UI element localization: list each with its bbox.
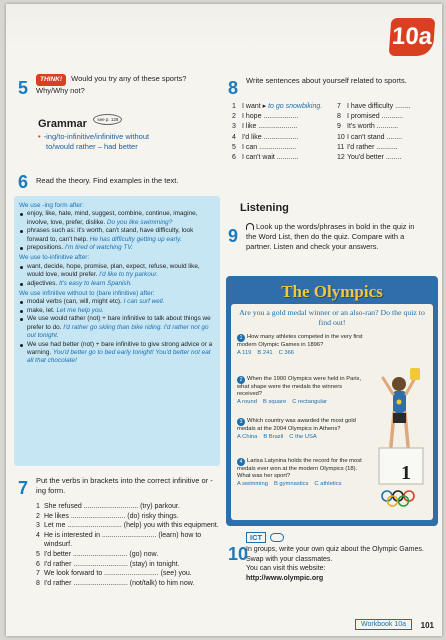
item-text[interactable]: He likes ............................ (do) risky things. [44,512,179,520]
exercise-number-7: 7 [18,478,29,498]
bullet-icon: • [38,132,41,141]
item-text[interactable]: I can ................... [242,143,297,151]
grammar-topic: • -ing/to-infinitive/infinitive without [38,132,150,141]
rule-item-text: phrases such as: it's worth, can't stand, have difficulty, look forward to, can't help. [27,227,194,243]
answer-option[interactable]: A round [237,399,257,405]
quiz-title: The Olympics [281,282,383,301]
exercise-number-8: 8 [228,78,239,98]
rule-item [19,298,215,306]
item-example: to go snowbiking. [268,103,323,110]
item-text[interactable]: I'd like .................. [242,133,299,141]
item-number: 5 [36,550,40,558]
exercise-8-item [337,153,436,163]
athlete-head [392,377,406,391]
answer-option[interactable]: A 119 [237,350,252,356]
quiz-subtitle: Are you a gold medal winner or an also-ran? Do the quiz to find out! [239,308,425,327]
quiz-question [237,334,367,357]
see-page-badge: see p. 128 [93,114,122,125]
exercise-8-item [232,122,331,132]
answer-option[interactable]: C rectangular [292,399,327,405]
grammar-topic-2: to/would rather – had better [46,142,138,151]
question-text: Which country was awarded the most gold medals at the 2004 Olympics in Athens? [237,418,356,432]
answer-option[interactable]: A swimming [237,481,268,487]
item-number: 8 [337,113,341,121]
rule-item-example: Let me help you. [56,306,104,314]
rule-item [19,210,215,227]
item-text[interactable]: Let me ............................ (help) you with this equipment. [44,522,219,530]
exercise-7-text: Put the verbs in brackets into the correct infinitive or -ing form. [36,476,213,495]
rule-item [19,244,215,252]
item-number: 4 [36,531,40,539]
exercise-7-item [36,502,226,512]
item-number: 10 [337,133,345,141]
rule-item-text: make, let. [27,306,57,314]
item-number: 3 [36,522,40,530]
answer-option[interactable]: A China [237,434,258,440]
unit-badge: 10a [389,18,436,56]
answer-options [237,350,367,357]
item-text[interactable]: I can't stand ........ [347,133,403,141]
item-text[interactable]: I'd rather ............................ (stay) in tonight. [44,560,180,568]
header-band [6,4,442,48]
podium-number: 1 [401,462,411,484]
exercise-8-text: Write sentences about yourself related to sports. [246,76,407,85]
item-number: 2 [36,512,40,520]
exercise-8-item [232,102,331,112]
exercise-7-item [36,550,226,560]
item-text[interactable]: I can't wait ........... [242,154,299,162]
answer-option[interactable]: C the USA [289,434,317,440]
exercise-number-9: 9 [228,226,239,246]
answer-options [237,434,367,441]
item-number: 12 [337,154,345,162]
exercise-8-item [337,143,436,153]
quiz-panel [231,304,433,520]
ict-badge: ICT [246,532,266,543]
item-number: 6 [36,560,40,568]
question-text: Larisa Latynina holds the record for the most medals ever won at the modern Olympics (18). What was her sport? [237,458,362,479]
question-text: How many athletes competed in the very first modern Olympic Games in 1896? [237,334,363,348]
item-number: 7 [337,103,341,110]
item-text[interactable]: I want ▸ [242,103,269,110]
item-text[interactable]: We look forward to ............................ (see) you. [44,570,192,578]
workbook-reference: Workbook 10a [355,619,412,630]
exercise-5-text: Would you try any of these sports? Why/Why not? [36,74,187,95]
rule-item [19,307,215,315]
think-badge: THINK! [36,74,66,86]
rule-ing-list [19,210,215,252]
answer-option[interactable]: B 241 [257,350,273,356]
rule-item-text: We use would rather (not) + bare infinitive to talk about things we prefer to do. [27,315,211,331]
item-number: 8 [36,579,40,587]
rule-to-heading: We use to-infinitive after: [19,254,90,262]
rule-item [19,341,215,366]
rule-item [19,280,215,288]
textbook-page [6,4,442,636]
item-text[interactable]: I like .................... [242,123,298,131]
exercise-8-item [337,112,436,122]
item-number: 11 [337,143,345,151]
item-number: 6 [232,154,236,162]
olympic-rings-icon [382,491,414,506]
exercise-6-text: Read the theory. Find examples in the text. [36,176,179,185]
question-number: 3 [237,418,245,426]
exercise-8-item [337,133,436,143]
listening-title: Listening [240,202,289,214]
item-text[interactable]: I'd rather ............................ (not/talk) to him now. [44,579,195,587]
exercise-10-text: In groups, write your own quiz about the Olympic Games. Swap with your classmates. [246,546,424,563]
grammar-title: Grammar [38,118,87,130]
rule-item [19,263,215,280]
rule-item [19,315,215,340]
rule-item-example: You'd better go to bed early tonight! You'd better not eat all that chocolate! [27,348,211,365]
exercise-5 [36,74,216,96]
rule-ing-heading: We use -ing form after: [19,202,84,209]
exercise-7-item [36,560,226,570]
rule-item [19,227,215,244]
exercise-8-item [337,102,436,112]
exercise-8-item [232,143,331,153]
rule-item-example: Do you like swimming? [106,218,173,226]
exercise-number-10: 10 [228,544,249,564]
rule-item-text: want, decide, hope, promise, plan, expect, refuse, would like, would love, would prefer. [27,262,200,279]
exercise-7-item [36,512,226,522]
exercise-8-item [337,122,436,132]
athlete-podium-illustration [365,344,429,516]
olympics-quiz [226,276,438,526]
rule-item-text: prepositions. [27,244,66,252]
question-number: 1 [237,334,245,342]
exercise-9-text: Look up the words/phrases in bold in the quiz in the Word List, then do the quiz. Compare with a partner. Listen and check your answers. [246,222,415,251]
answer-option[interactable]: B square [262,399,287,405]
answer-options [237,481,367,488]
item-number: 9 [337,123,341,131]
rule-item-example: He has difficulty getting up early. [89,235,182,243]
exercise-8-item [232,112,331,122]
item-text[interactable]: She refused ............................ (try) parkour. [44,503,180,510]
visit-text: You can visit this website: [246,565,326,573]
rule-item-example: It's easy to learn Spanish. [58,279,132,287]
item-number: 5 [232,143,236,151]
item-number: 3 [232,123,236,131]
answer-option[interactable]: B Brazil [263,434,284,440]
rule-item-example: I'm tired of watching TV. [65,244,133,252]
exercise-7-item [36,579,226,589]
exercise-8-item [232,133,331,143]
answer-option[interactable]: C 366 [278,350,295,356]
answer-option[interactable]: B gymnastics [273,481,309,487]
answer-option[interactable]: C athletics [314,481,342,487]
exercise-7-item [36,521,226,531]
exercise-number-5: 5 [18,78,29,98]
exercise-9 [246,222,426,252]
group-icon [270,533,284,542]
grammar-rule-box [14,196,220,466]
rule-item-example: I'd rather go skiing than bike riding. I'd rather not go out tonight. [27,323,209,340]
item-number: 4 [232,133,236,141]
rule-to-list [19,263,215,288]
item-text[interactable]: I promised ........... [347,113,404,121]
audio-icon[interactable] [246,223,254,230]
quiz-question [237,458,367,488]
exercise-8-table [232,102,436,163]
website-link[interactable]: http://www.olympic.org [246,574,324,582]
item-number: 1 [36,503,40,510]
rule-item-text: modal verbs (can, will, might etc). [27,298,124,306]
rule-item-example: I can surf well. [123,298,165,306]
athlete-shorts [393,413,406,423]
quiz-question [237,376,367,406]
medal-icon [397,400,402,405]
exercise-7-item [36,531,226,550]
quiz-question [237,418,367,441]
trophy-icon [410,368,420,380]
exercise-10 [246,532,434,583]
item-text[interactable]: I have difficulty ........ [347,103,411,110]
exercise-8-right-column [337,102,436,163]
item-text[interactable]: I'd rather ........... [347,143,398,151]
item-text[interactable]: I hope .................. [242,113,299,121]
item-text[interactable]: You'd better ........ [347,154,402,162]
exercise-7-item [36,569,226,579]
item-number: 7 [36,570,40,578]
item-text[interactable]: It's worth ........... [347,123,399,131]
exercise-number-6: 6 [18,172,29,192]
rule-item-text: enjoy, like, hate, mind, suggest, combine, continue, imagine, involve, love, prefer, dislike. [27,210,198,226]
question-number: 2 [237,376,245,384]
rule-inf-list [19,298,215,365]
question-number: 4 [237,458,245,466]
item-text[interactable]: I'd better ............................ (go) now. [44,550,159,558]
item-number: 2 [232,113,236,121]
rule-item-example: I'd like to try parkour. [99,271,159,279]
answer-options [237,399,367,406]
item-number: 1 [232,103,236,110]
exercise-7-list [36,502,226,588]
exercise-8-left-column [232,102,331,163]
page-number: 101 [420,621,434,630]
question-text: When the 1900 Olympics were held in Paris, what shape were the medals the winners received? [237,376,362,397]
exercise-8-item [232,153,331,163]
rule-item-text: adjectives. [27,279,59,287]
item-text[interactable]: He is interested in ............................ (learn) how to windsurf. [44,531,202,549]
rule-inf-heading: We use infinitive without to (bare infinitive) after: [19,290,155,298]
grammar-section [38,114,218,152]
rule-item-text: We use had better (not) + bare infinitive to give strong advice or a warning. [27,340,213,356]
